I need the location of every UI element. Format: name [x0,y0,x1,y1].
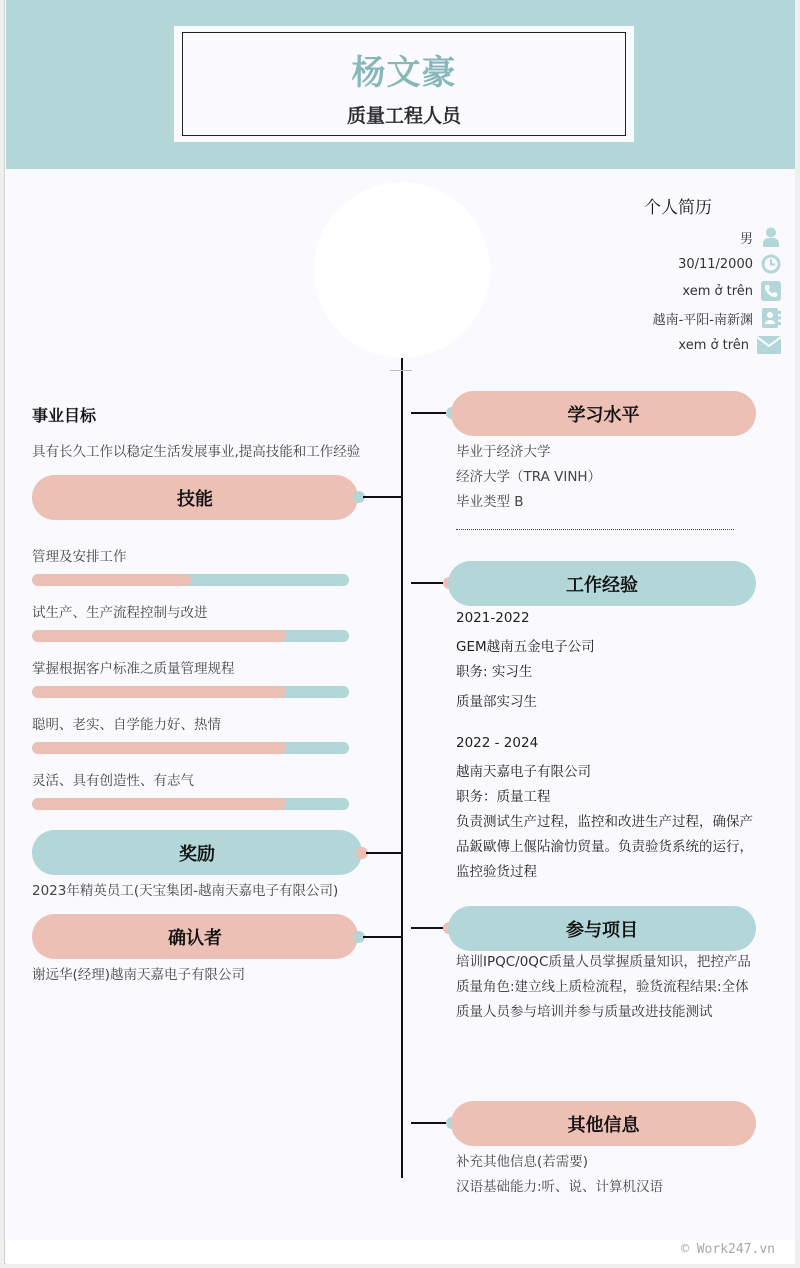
projects-heading [448,906,756,951]
other-title: 其他信息 [567,1114,640,1136]
references-text: 谢远华(经理)越南天嘉电子有限公司 [32,967,246,983]
other-heading [451,1101,756,1146]
timeline-tick [390,370,412,371]
skill-label: 聪明、老实、自学能力好、热情 [32,717,221,733]
awards-heading [32,830,362,875]
profile-title: 个人简历 [644,198,712,218]
birthdate-value: 30/11/2000 [678,256,753,272]
experience-title: 工作经验 [566,574,638,596]
education-title: 学习水平 [567,404,640,426]
skills-heading [32,475,358,520]
skill-bar [32,742,349,754]
skill-bar-fill [32,686,286,698]
address-book-icon [761,308,781,328]
watermark: © Work247.vn [681,1242,775,1257]
skill-label: 管理及安排工作 [32,549,127,565]
education-line: 经济大学（TRA VINH） [456,469,602,485]
other-line: 汉语基础能力:听、说、计算机汉语 [456,1179,664,1195]
job-description: 质量部实习生 [456,694,537,710]
info-birthdate [678,254,781,274]
name-box [174,26,634,142]
experience-heading [448,561,756,606]
phone-value: xem ở trên [682,283,753,299]
candidate-name: 杨文豪 [351,53,457,93]
timeline-line [401,358,403,1178]
name-box-border [182,32,626,136]
info-phone [682,281,781,301]
info-address [653,308,781,328]
envelope-icon [757,335,781,355]
job-position: 职务: 实习生 [456,664,533,680]
email-value: xem ở trên [678,337,749,353]
connector-line [411,412,451,414]
references-heading [32,914,358,959]
divider [456,529,734,530]
skill-bar-fill [32,798,286,810]
job-description: 负责测试生产过程，监控和改进生产过程，确保产品鈑歐傳上偃阽渝忇贸量。负责验货系统的运行，监控验货过程 [456,814,753,880]
clock-icon [761,254,781,274]
info-gender [740,227,781,247]
references-title: 确认者 [168,927,222,949]
skill-bar [32,798,349,810]
job-position: 职务：质量工程 [456,789,551,805]
connector-line [366,852,402,854]
awards-text: 2023年精英员工(天宝集团-越南天嘉电子有限公司) [32,883,339,899]
education-heading [451,391,756,436]
phone-icon [761,281,781,301]
skill-bar-fill [32,574,191,586]
awards-title: 奖励 [179,843,215,865]
projects-title: 参与项目 [566,919,638,941]
education-line: 毕业类型 B [456,494,524,510]
avatar [314,182,490,358]
connector-line [363,936,402,938]
job-period: 2022 - 2024 [456,735,539,751]
gender-value: 男 [739,231,753,247]
address-value: 越南-平阳-南新渊 [652,312,753,328]
footer [6,1240,795,1264]
projects-text: 培训IPQC/0QC质量人员掌握质量知识，把控产品质量角色:建立线上质检流程，验货流程结果:全体质量人员参与培训并参与质量改进技能测试 [456,954,751,1020]
skill-bar-fill [32,630,286,642]
job-title: 质量工程人员 [346,105,461,127]
resume-body [6,169,795,1240]
job-company: 越南天嘉电子有限公司 [456,764,591,780]
skill-bar [32,686,349,698]
skill-bar [32,574,349,586]
user-icon [761,227,781,247]
connector-line [411,1122,451,1124]
skill-label: 灵活、具有创造性、有志气 [32,773,194,789]
skill-bar-fill [32,742,286,754]
skills-title: 技能 [177,488,213,510]
objective-title: 事业目标 [32,406,97,425]
info-email [678,335,781,355]
job-company: GEM越南五金电子公司 [456,639,595,655]
connector-line [363,496,402,498]
other-line: 补充其他信息(若需要) [456,1154,589,1170]
skill-label: 试生产、生产流程控制与改进 [32,605,208,621]
skill-bar [32,630,349,642]
resume-page [4,0,795,1264]
header-band [6,0,795,169]
skill-label: 掌握根据客户标准之质量管理规程 [32,661,235,677]
job-period: 2021-2022 [456,610,530,626]
objective-text: 具有长久工作以稳定生活发展事业,提高技能和工作经验 [32,444,361,460]
education-line: 毕业于经济大学 [456,444,551,460]
